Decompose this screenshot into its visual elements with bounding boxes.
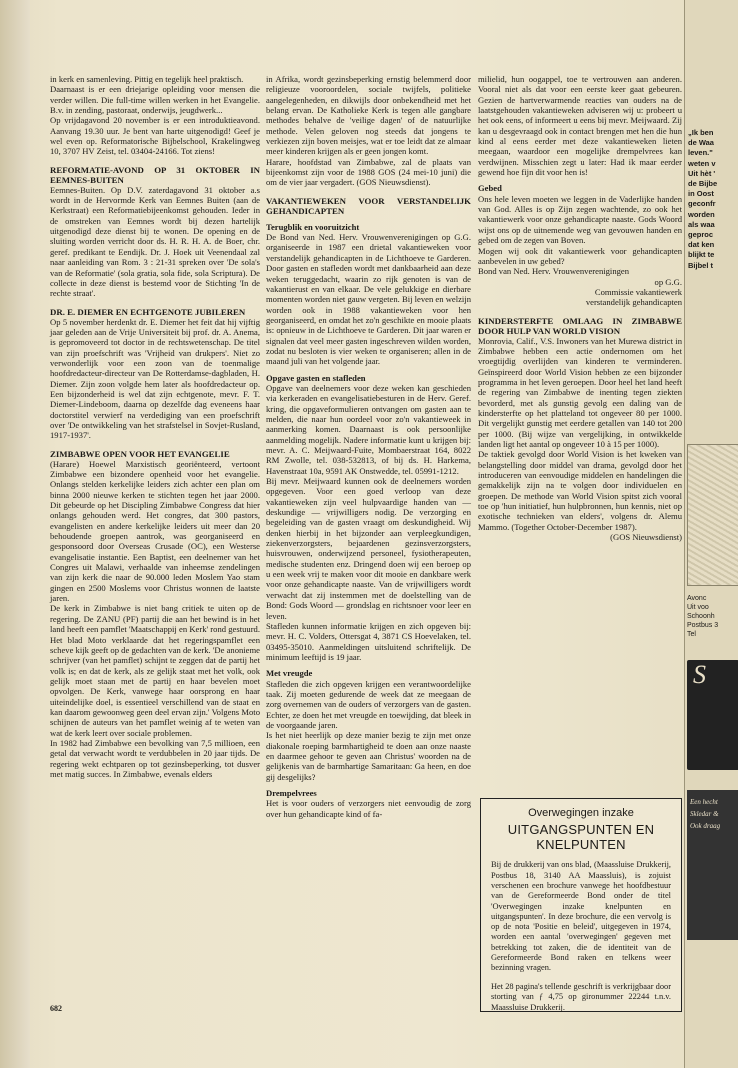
- article-paragraph: verstandelijk gehandicapten: [585, 297, 682, 308]
- article-paragraph: De Bond van Ned. Herv. Vrouwenverenigingen op G.G. organiseerde in 1987 een drietal vakantieweken voor verstandelijk gehandicapten in de Lichthoeve te Garderen. Door gasten en stafleden wordt met dankbaarheid aan deze weken teruggedacht, waarin zo rijk genoten is van de vakantierust en van elkaar. De vele gelukkige en dierbare momenten worden niet gauw vergeten. Bij leven en welzijn worden ook in 1988 vakantieweken voor hen georganiseerd, en omdat het zo'n geschikte en mooie plaats is: opnieuw in de Lichthoeve te Garderen. Dit jaar waren er signalen dat veel meer gasten ingeschreven wilden worden, zodat nu besloten is vier weken te organiseren; allen in de maand juli van het volgende jaar.: [266, 232, 471, 367]
- adjacent-page-dark-panel: [687, 790, 738, 940]
- article-paragraph: Ons hele leven moeten we leggen in de Vaderlijke handen van God. Alles is op Zijn zegen wachtende, zo ook het vakantiewerk voor onze gehandicapte naaste. Gods Woord wijst ons op de uitnemende weg van gevouwen handen en gebed om de zegen van Boven.: [478, 193, 682, 246]
- column-3: [478, 74, 682, 542]
- column-2: [266, 74, 471, 819]
- adjacent-page-caption-line: Uit voo: [687, 604, 709, 611]
- article-paragraph: De kerk in Zimbabwe is niet bang critiek te uiten op de regering. De ZANU (PF) partij die aan het bewind is in het land heeft een pamflet 'Maatschappij en Kerk' rond gestuurd. Het blad Moto verklaarde dat het regeringspamflet een scheve kijk geeft op de gedachten van de kerk. 'De anonieme schrijver (van het pamflet) schijnt te zeggen dat de partij het volk is; en dat de kerk, als ze gelijk staat met het volk, ook gelijk moet staan met de partij en haar bevelen moet opvolgen. De Kerk, vanwege haar oorsprong en haar uiteindelijke doel, is essentieel verschillend van de staat en kan daarom gewoonweg geen deel ervan zijn.' Volgens Moto schijnen de auteurs van het pamflet weinig af te weten van wat de kerk leert over sociale problemen.: [50, 603, 260, 738]
- adjacent-page-caption-line: Tel: [687, 631, 696, 638]
- box-title-line-1: UITGANGSPUNTEN EN: [507, 822, 655, 837]
- article-paragraph: in kerk en samenleving. Pittig en tegelijk heel praktisch.: [50, 74, 244, 84]
- box-title: [481, 822, 681, 852]
- article-paragraph: (GOS Nieuwsdienst): [610, 532, 682, 543]
- article-paragraph: Stafleden kunnen informatie krijgen en zich opgeven bij: mevr. H. C. Volders, Ottersgat 4, 3871 CS Hoevelaken, tel. 03495-35010. Aanmeldingen uitsluitend schriftelijk. De minimum leeftijd is 19 jaar.: [266, 620, 471, 662]
- adjacent-page-line: Bijbel t: [688, 260, 714, 270]
- adjacent-page-line: worden: [688, 209, 715, 219]
- article-paragraph: Het is voor ouders of verzorgers niet eenvoudig de zorg over hun gehandicapte kind of fa-: [266, 798, 471, 819]
- adjacent-page-line: geproc: [688, 230, 714, 240]
- article-paragraph: De taktiek gevolgd door World Vision is het kweken van belangstelling door middel van drama, gevolgd door het introduceren van eenvoudige middelen en handelingen die gemakkelijk zijn na te volgen door individuelen en groepen. De methode van World Vision spitst zich vooral toe op 'hun initiatief, hun hulpbronnen, hun kennis, niet op exotische technieken van elders', volgens dr. Alemu Mammo. (Together October-December 1987).: [478, 449, 682, 532]
- adjacent-page-line: weten v: [688, 158, 716, 168]
- article-heading: ZIMBABWE OPEN VOOR HET EVANGELIE: [50, 448, 230, 459]
- adjacent-page-line: leven.": [688, 148, 713, 158]
- article-paragraph: Harare, hoofdstad van Zimbabwe, zal de plaats van bijeenkomst zijn voor de 1988 GOS (24 mei-10 juni) die om de vier jaar vergadert. (GOS Nieuwsdienst).: [266, 156, 471, 188]
- article-paragraph: Op vrijdagavond 20 november is er een introduktieavond. Aanvang 19.30 uur. Je bent van harte uitgenodigd! Geef je wel even op. Reformatorische Bijbelschool, Krakelingweg 10, 3707 HV Zeist, tel. 03404-24166. Tot ziens!: [50, 115, 260, 157]
- adjacent-page-line: blijkt te: [688, 250, 715, 260]
- article-subheading: Met vreugde: [266, 668, 313, 679]
- adjacent-page-line: in Oost: [688, 189, 714, 199]
- article-paragraph: Daarnaast is er een driejarige opleiding voor mensen die verder willen. Die full-time willen werken in het Evangelie. B.v. in zending, pastoraat, onderwijs, jeugdwerk...: [50, 84, 260, 116]
- article-paragraph: Commissie vakantiewerk: [594, 286, 682, 297]
- adjacent-page-caption-line: Avonc: [687, 595, 707, 602]
- box-pretitle: Overwegingen inzake: [528, 807, 634, 819]
- adjacent-page-dark-block: [687, 660, 738, 770]
- adjacent-page-caption-line: Postbus 3: [687, 622, 719, 629]
- article-paragraph: Stafleden die zich opgeven krijgen een verantwoordelijke taak. Zij moeten gedurende de week dat ze meegaan de zorg overnemen van de ouders of verzorgers van de gasten. Echter, ze doen het met vreugde en toewijding, dat bleek in de voorgaande jaren.: [266, 678, 471, 730]
- adjacent-page-line: Uit hèt ': [688, 168, 716, 178]
- article-paragraph: Mogen wij ook dit vakantiewerk voor gehandicapten aanbevelen in uw gebed?: [478, 245, 682, 266]
- article-paragraph: milielid, hun oogappel, toe te vertrouwen aan anderen. Vooral niet als dat voor een eerste keer gaat gebeuren. Gezien de hartverwarmende reacties van ouders na de laatstgehouden vakantieweken adviseren wij u: probeert u het ook eens, of informeert u eens bij mevr. Meijwaard. Zij kan u desgevraagd ook in contact brengen met hen die hun kind al eens eerder met deze vakantieweken lieten meegaan, waardoor een mogelijke drempelvrees kan verdwijnen. Misschien zegt u later: Had ik maar eerder gewend hoe fijn dit voor hen is!: [478, 74, 682, 178]
- adjacent-page-line: de Bijbe: [688, 179, 718, 189]
- article-heading: KINDERSTERFTE OMLAAG IN ZIMBABWE DOOR HULP VAN WORLD VISION: [478, 315, 682, 336]
- adjacent-page-dark-line: Ook draag: [690, 822, 721, 830]
- article-subheading: Gebed: [478, 183, 502, 194]
- article-paragraph: Bond van Ned. Herv. Vrouwenverenigingen: [478, 266, 630, 277]
- adjacent-page-line: geconfr: [688, 199, 716, 209]
- brochure-announcement-box: [480, 798, 682, 1012]
- adjacent-page-edge: [684, 0, 738, 1068]
- article-heading: REFORMATIE-AVOND OP 31 OKTOBER IN EEMNES-BUITEN: [50, 164, 260, 185]
- article-paragraph: Monrovia, Calif., V.S. Inwoners van het Murewa district in Zimbabwe hebben een actie ondernomen om het vroegtijdig overlijden van kinderen te verminderen. Geïnspireerd door World Vision hebben ze een bijzonder programma in het leven geroepen. Door heel het land heeft de regering van Zimbabwe de inenting tegen ziekten bevorderd, met als gunstig gevolg een daling van de kindersterfte op het platteland tot ongeveer 80 per 1000. Dit vergelijkt gunstig met eerdere getallen van 140 tot 200 per 1000. (Bij wijze van vergelijking, in ontwikkelde landen ligt het aantal op ongeveer 10 à 15 per 1000).: [478, 335, 682, 449]
- article-paragraph: in Afrika, wordt gezinsbeperking ernstig belemmerd door religieuze vooroordelen, sociale twijfels, politieke aangelegenheden, en dikwijls door onbekendheid met het belang ervan. De Katholieke Kerk is tegen alle gangbare methodes behalve de 'veilige dagen' of de natuurlijke methode. Velen geloven nog steeds dat jongens te verkiezen zijn boven meisjes, wat er toe leidt dat ze almaar meer kinderen krijgen als er geen jongen komt.: [266, 74, 471, 157]
- adjacent-page-illustration: [687, 444, 738, 586]
- article-subheading: Drempelvrees: [266, 788, 317, 798]
- article-paragraph: Is het niet heerlijk op deze manier bezig te zijn met onze diakonale roeping barmhartigheid te doen aan onze naaste en daarmee gehoor te geven aan Christus' woorden na de gelijkenis van de barmhartige Samaritaan: Ga heen, en doe gij desgelijks?: [266, 730, 471, 782]
- adjacent-page-dark-text: [687, 790, 738, 838]
- article-paragraph: op G.G.: [654, 276, 682, 287]
- page-number: 682: [50, 1004, 62, 1013]
- page-binding: [0, 0, 30, 1068]
- adjacent-page-line: dat ken: [688, 240, 715, 250]
- adjacent-page-line: als waa: [688, 219, 715, 229]
- article-paragraph: (Harare) Hoewel Marxistisch georiënteerd, vertoont Zimbabwe een bizondere openheid voor het evangelie. Onlangs stelden kerkelijke leiders zich achter een plan om binna 2000 nieuwe kerken te stichten tegen het jaar 2000. Dit gebeurde op het Discipling Zimbabwe Congress dat hier onlangs gehouden werd. Het congres, dat 300 pastors, evangelisten en andere kerkelijke leiders uit meer dan 20 behoudende groepen aantrok, was georganiseerd en gesponsoord door Overseas Crusade (OC), een Westerse evangelisatie instantie. Een Baptist, een deelnemer van het Congres uit Malawi, verhaalde van inheemse zendelingen van zijn kerk die naar de 90.000 leden Moslem Yao stam gingen en 2500 Moslems voor Christus wonnen de laatste jaren.: [50, 458, 260, 604]
- article-paragraph: Eemnes-Buiten. Op D.V. zaterdagavond 31 oktober a.s wordt in de Hervormde Kerk van Eemnes Buiten (aan de Kerkstraat) een Reformatiebijeenkomst gehouden. Ieder in de omstreken van Eemnes wordt bij dezen hartelijk uitgenodigd deze dienst bij te wonen. De opening en de sluiting worden verricht door ds. H. R. H. A. de Boer, chr. geref. predikant te Eendijk. Dr. J. Hoek uit Veenendaal zal naar aanleiding van Rom. 3 : 21-31 spreken over 'De sola's van de Reformatie' (sola gratia, sola fide, sola Scriptura). De collecte in deze dienst is bestemd voor de Stichting 'In de rechte straat'.: [50, 184, 260, 299]
- article-subheading: Opgave gasten en stafleden: [266, 372, 366, 383]
- article-paragraph: Bij mevr. Meijwaard kunnen ook de deelnemers worden opgegeven. Voor een goed verloop van deze vakantieweken zijn veel hulpvaardige handen van — deskundige — vrijwilligers nodig. De verzorging en begeleiding van de gasten vraagt om deskundigheid. Wij denken hierbij in het bijzonder aan verpleegkundigen, ziekenverzorgsters, bejaardenen gezinsverzorgsters, huisvrouwen, onderwijzend personeel, fysiotherapeuten, medische studenten enz. Dringend doen wij een beroep op u een week vrij te maken voor dit mooie en dankbare werk voor onze gehandicapte naaste. Van de vrijwilligers wordt verwacht dat zij instemmen met de doelstelling van de Bond: Gods Woord — grondslag en richtsnoer voor leer en leven.: [266, 476, 471, 621]
- article-heading: DR. E. DIEMER EN ECHTGENOTE JUBILEREN: [50, 306, 246, 317]
- adjacent-page-dark-line: Skledar &: [690, 810, 719, 818]
- adjacent-page-caption-line: Schoonh: [687, 613, 715, 620]
- adjacent-page-line: de Waa: [688, 138, 714, 148]
- article-paragraph: Op 5 november herdenkt dr. E. Diemer het feit dat hij vijftig jaar geleden aan de Vrije Universiteit bij prof. dr. A. Anema, is gepromoveerd tot doctor in de rechtswetenschap. De titel van zijn proefschrift was 'Vrijheid van drukpers'. Niet zo verwonderlijk voor een zoon van de toenmalige hoofdredacteur-directeur van De Rotterdamse-dagbladen, H. Diemer. Zijn zoon volgde hem later als hoofdredacteur op. Een bijzonderheid is wel dat zijn echtgenote, mevr. F. T. Diemer-Lindeboom, daarna op dezelfde dag eveneens haar doctorstitel verwierf na verdediging van een proefschrift over 'De ontwikkeling van het strafstelsel in Sovjet-Rusland, 1917-1937'.: [50, 316, 260, 441]
- column-1: [50, 74, 260, 779]
- box-paragraph: Het 28 pagina's tellende geschrift is verkrijgbaar door storting van ƒ 4,75 op gironummer 22244 t.n.v. Maassluise Drukkerij.: [491, 982, 671, 1012]
- box-paragraph: Bij de drukkerij van ons blad, (Maassluise Drukkerij, Postbus 18, 3140 AA Maassluis), is zojuist verschenen een brochure vanwege het hoofdbestuur van de Gereformeerde Bond onder de titel 'Overwegingen inzake knelpunten en uitgangspunten'. In deze brochure, die een vervolg is op de nota 'Positie en beleid', uitgegeven in 1974, worden een aantal 'overwegingen' gegeven met betrekking tot zaken, die de identiteit van de Gereformeerde Bond raken en telkens weer bezinning vragen.: [491, 860, 671, 973]
- adjacent-page-big-letter: S: [693, 660, 706, 689]
- article-heading: VAKANTIEWEKEN VOOR VERSTANDELIJK GEHANDICAPTEN: [266, 195, 471, 216]
- article-paragraph: In 1982 had Zimbabwe een bevolking van 7,5 millioen, een getal dat verwacht wordt te verdubbelen in 20 jaar tijds. De regering wekt echtparen op tot gezinsbeperking, tot dusver met matig succes. In Zimbabwe, evenals elders: [50, 737, 260, 779]
- adjacent-page-line: „Ik ben: [688, 128, 714, 137]
- box-title-line-2: KNELPUNTEN: [536, 837, 626, 852]
- article-subheading: Terugblik en vooruitzicht: [266, 221, 360, 232]
- adjacent-page-dark-line: Een hecht: [690, 798, 718, 806]
- box-body: [491, 860, 671, 1013]
- article-paragraph: Opgave van deelnemers voor deze weken kan geschieden via kerkeraden en evangelisatiebesturen in de Herv. Geref. kring, die opgaveformulieren ontvangen om gasten aan te melden, die naar hun oordeel voor zo'n vakantieweek in aanmerking komen. Daarnaast is ook persoonlijke aanmelding mogelijk. Nadere informatie kunt u krijgen bij: mevr. A. C. Meijwaard-Fuite, Mombaerstraat 164, 8022 RM Zwolle, tel. 038-532813, of bij ds. H. Harkema, Havenstraat 10a, 9591 AK Onstwedde, tel. 05991-1212.: [266, 382, 471, 476]
- adjacent-page-caption: [687, 594, 718, 639]
- adjacent-page-text: [688, 128, 738, 271]
